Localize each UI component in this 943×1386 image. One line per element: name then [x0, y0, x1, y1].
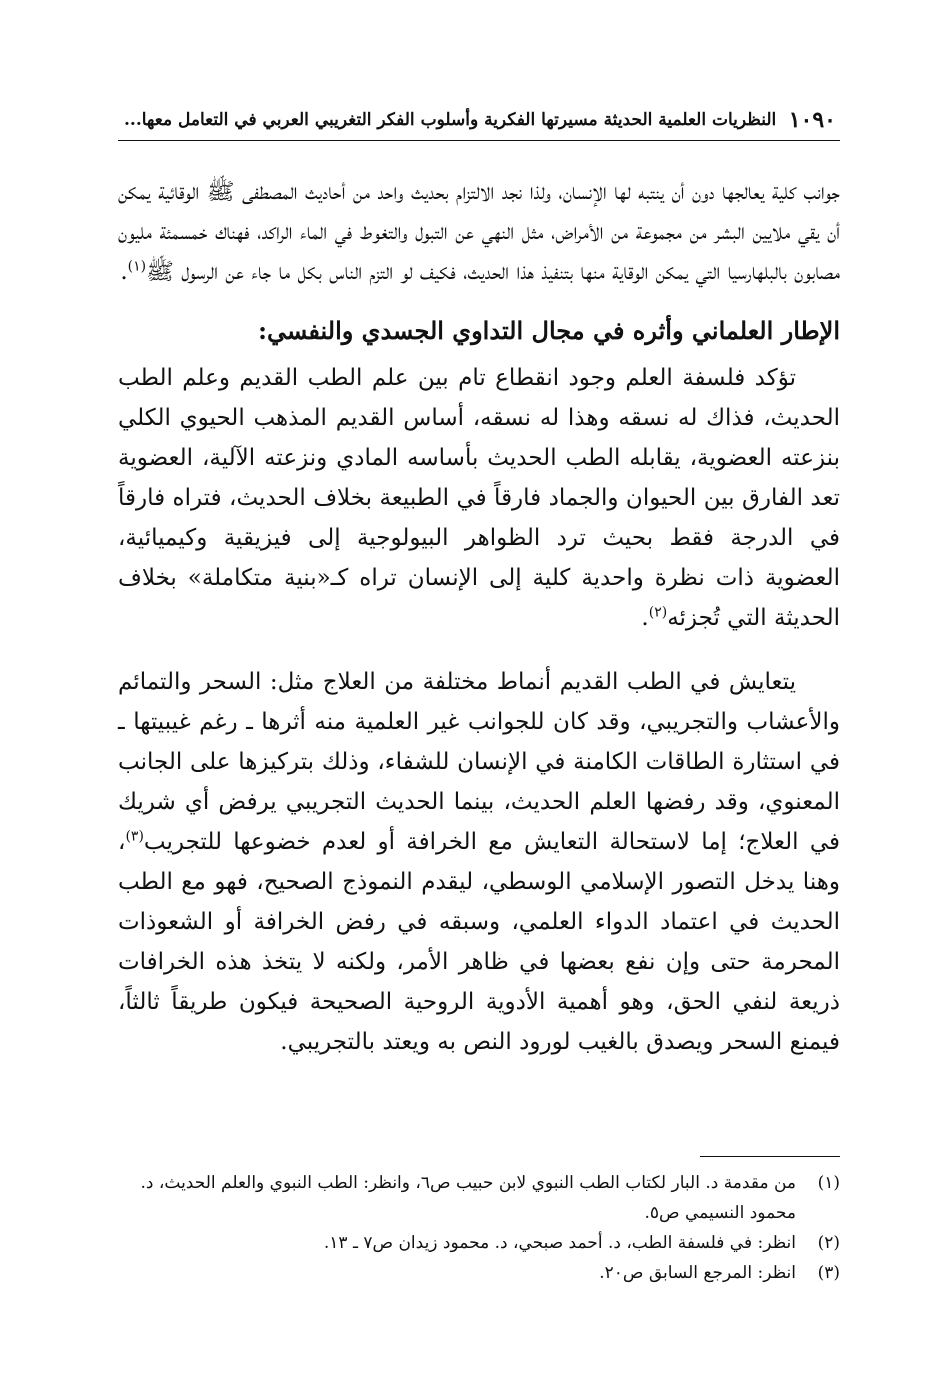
footnote-item	[118, 1258, 840, 1288]
footnote-ref-3: (٣)	[125, 828, 144, 845]
paragraph-2	[118, 358, 840, 638]
footnote-text: انظر: في فلسفة الطب، د. أحمد صبحي، د. محمود زيدان ص٧ ـ ١٣.	[323, 1233, 796, 1253]
paragraph-2-end: .	[641, 605, 649, 631]
paragraph-1-text: جوانب كلية يعالجها دون أن ينتبه لها الإنسان، ولذا نجد الالتزام بحديث واحد من أحاديث المصطفى ﷺ الوقائية يمكن أن يقي ملايين البشر من مجموعة من الأمراض، مثل النهي عن التبول والتغوط في الماء الراكد، فهناك خمسمئة مليون مصابون بالبلهارسيا التي يمكن الوقاية منها بتنفيذ هذا الحديث، فكيف لو التزم الناس بكل ما جاء عن الرسول ﷺ	[118, 179, 840, 285]
footnote-text: من مقدمة د. البار لكتاب الطب النبوي لابن حبيب ص٦، وانظر: الطب النبوي والعلم الحديث، د. محمود النسيمي ص٥.	[140, 1173, 796, 1223]
footnote-divider	[700, 1156, 840, 1157]
paragraph-3-text-b: ، وهنا يدخل التصور الإسلامي الوسطي، ليقدم النموذج الصحيح، فهو مع الطب الحديث في اعتماد الدواء العلمي، وسبقه في رفض الخرافة أو الشعوذات المحرمة حتى وإن نفع بعضها في ظاهر الأمر، ولكنه لا يتخذ هذه الخرافات ذريعة لنفي الحق، وهو أهمية الأدوية الروحية الصحيحة فيكون طريقاً ثالثاً، فيمنع السحر ويصدق بالغيب لورود النص به ويعتد بالتجريبي.	[118, 829, 841, 1055]
page-number: ١٠٩٠	[788, 107, 836, 133]
footnote-number: (١)	[817, 1173, 840, 1193]
body-text	[118, 172, 840, 1062]
paragraph-1-end: .	[120, 259, 128, 285]
running-title: النظريات العلمية الحديثة مسيرتها الفكرية وأسلوب الفكر التغريبي العربي في التعامل معها...	[124, 110, 777, 130]
footnote-text: انظر: المرجع السابق ص٢٠.	[599, 1263, 796, 1283]
paragraph-2-text: تؤكد فلسفة العلم وجود انقطاع تام بين علم الطب القديم وعلم الطب الحديث، فذاك له نسقه وهذا له نسقه، أساس القديم المذهب الحيوي الكلي بنزعته العضوية، يقابله الطب الحديث بأساسه المادي ونزعته الآلية، العضوية تعد الفارق بين الحيوان والجماد فارقاً في الطبيعة بخلاف الحديث، فتراه فارقاً في الدرجة فقط بحيث ترد الظواهر البيولوجية إلى فيزيقية وكيميائية، العضوية ذات نظرة واحدية كلية إلى الإنسان تراه كـ«بنية متكاملة» بخلاف الحديثة التي تُجزئه	[118, 365, 840, 631]
section-heading: الإطار العلماني وأثره في مجال التداوي الجسدي والنفسي:	[258, 316, 840, 345]
footnote-number: (٢)	[817, 1233, 840, 1253]
paragraph-3-text-a: يتعايش في الطب القديم أنماط مختلفة من العلاج مثل: السحر والتمائم والأعشاب والتجريبي، وقد كان للجوانب غير العلمية منه أثرها ـ رغم غيبيتها ـ في استثارة الطاقات الكامنة في الإنسان للشفاء، وذلك بتركيزها على الجانب المعنوي، وقد رفضها العلم الحديث، بينما الحديث التجريبي يرفض أي شريك في العلاج؛ إما لاستحالة التعايش مع الخرافة أو لعدم خضوعها للتجريب	[118, 669, 840, 855]
footnote-number: (٣)	[817, 1263, 840, 1283]
footnote-ref-1: (١)	[127, 258, 147, 275]
footnote-item	[118, 1168, 840, 1228]
footnotes	[118, 1168, 840, 1288]
footnote-ref-2: (٢)	[648, 604, 668, 621]
paragraph-3	[118, 662, 840, 1062]
paragraph-1	[118, 172, 840, 292]
page-header	[118, 100, 840, 141]
footnote-item	[118, 1228, 840, 1258]
